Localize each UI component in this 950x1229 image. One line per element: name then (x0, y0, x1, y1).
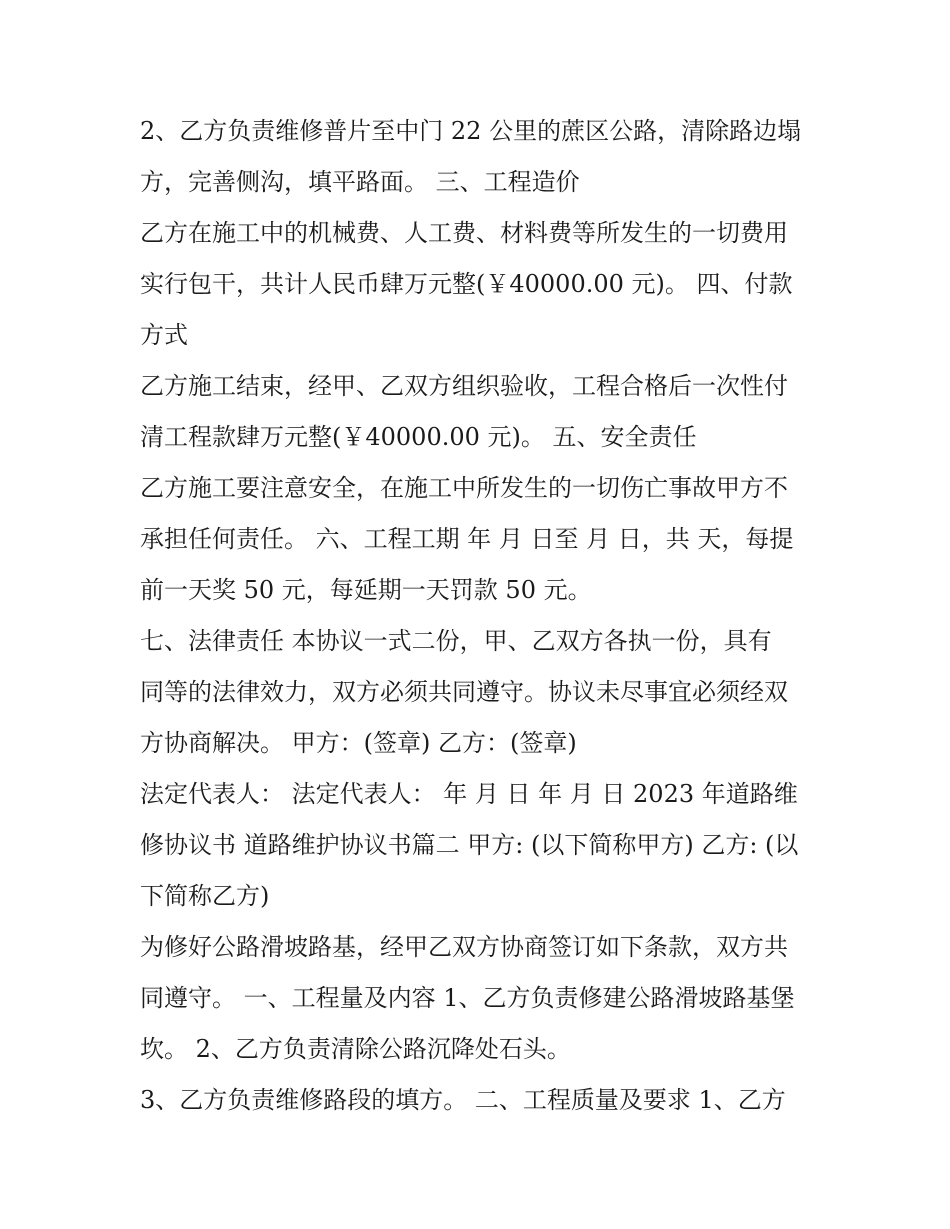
text-line: 下简称乙方) (140, 882, 270, 910)
text-line: 2、乙方负责维修普片至中门 22 公里的蔗区公路，清除路边塌 (140, 117, 802, 145)
text-line: 为修好公路滑坡路基，经甲乙双方协商签订如下条款，双方共 (140, 933, 788, 961)
text-line: 修协议书 道路维护协议书篇二 甲方: (以下简称甲方) 乙方: (以 (140, 831, 799, 859)
text-line: 乙方施工结束，经甲、乙双方组织验收，工程合格后一次性付 (140, 372, 788, 400)
text-line: 坎。 2、乙方负责清除公路沉降处石头。 (140, 1035, 571, 1063)
text-line: 七、法律责任 本协议一式二份，甲、乙双方各执一份，具有 (140, 627, 772, 655)
text-line: 乙方施工要注意安全，在施工中所发生的一切伤亡事故甲方不 (140, 474, 788, 502)
text-line: 前一天奖 50 元，每延期一天罚款 50 元。 (140, 576, 592, 604)
text-line: 法定代表人： 法定代表人： 年 月 日 年 月 日 2023 年道路维 (140, 780, 798, 808)
text-line: 同遵守。 一、工程量及内容 1、乙方负责修建公路滑坡路基堡 (140, 984, 795, 1012)
text-line: 方式 (140, 321, 188, 349)
text-line: 3、乙方负责维修路段的填方。 二、工程质量及要求 1、乙方 (140, 1086, 786, 1114)
text-line: 承担任何责任。 六、工程工期 年 月 日至 月 日，共 天，每提 (140, 525, 794, 553)
text-line: 同等的法律效力，双方必须共同遵守。协议未尽事宜必须经双 (140, 678, 788, 706)
document-body (140, 106, 820, 1126)
text-line: 乙方在施工中的机械费、人工费、材料费等所发生的一切费用 (140, 219, 788, 247)
text-line: 实行包干，共计人民币肆万元整(￥40000.00 元)。 四、付款 (140, 270, 793, 298)
text-line: 清工程款肆万元整(￥40000.00 元)。 五、安全责任 (140, 423, 697, 451)
text-line: 方，完善侧沟，填平路面。 三、工程造价 (140, 168, 580, 196)
text-line: 方协商解决。 甲方：(签章) 乙方：(签章) (140, 729, 577, 757)
